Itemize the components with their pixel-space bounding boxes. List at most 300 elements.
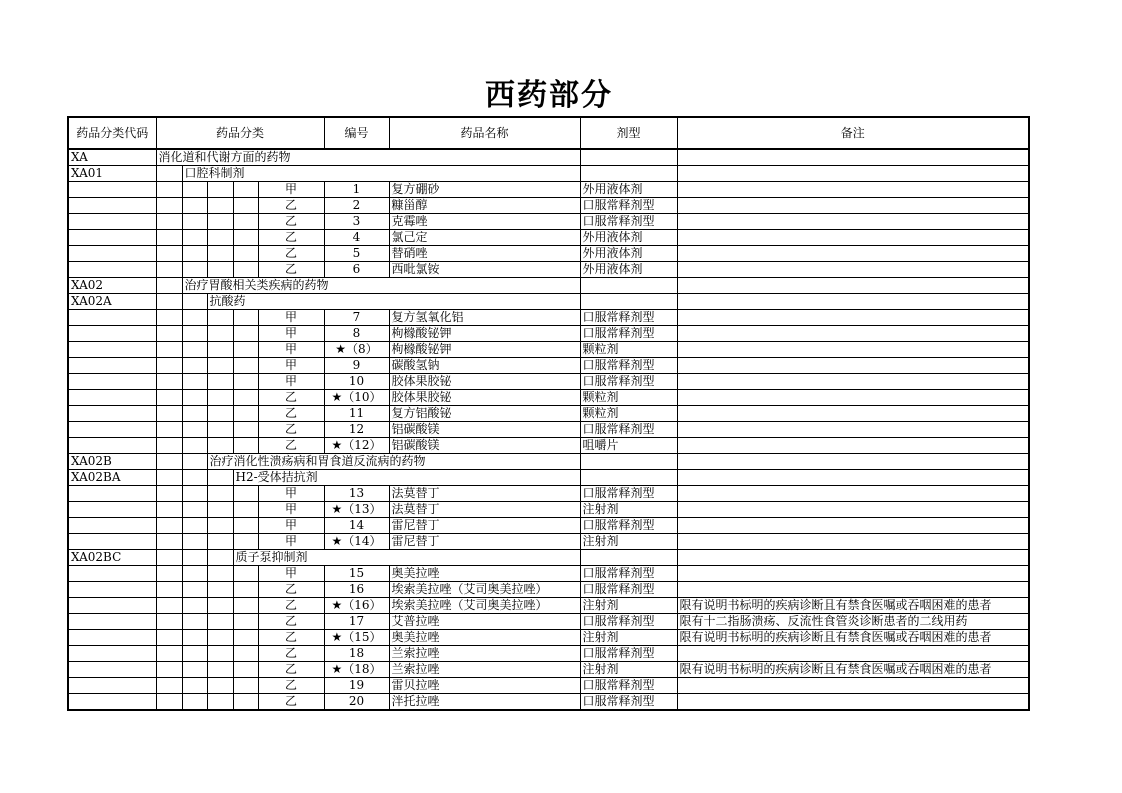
category-code <box>68 662 156 678</box>
indent-cell <box>233 518 258 534</box>
drug-note <box>677 214 1029 230</box>
drug-number: ★（10） <box>324 390 389 406</box>
indent-cell <box>207 486 233 502</box>
indent-cell <box>156 262 182 278</box>
indent-cell <box>233 438 258 454</box>
drug-form <box>580 166 677 182</box>
indent-cell <box>182 598 207 614</box>
indent-cell <box>182 582 207 598</box>
indent-cell <box>182 246 207 262</box>
drug-note <box>677 534 1029 550</box>
header-category: 药品分类 <box>156 117 324 149</box>
header-code: 药品分类代码 <box>68 117 156 149</box>
indent-cell <box>156 294 182 310</box>
indent-cell <box>182 326 207 342</box>
indent-cell <box>207 182 233 198</box>
drug-grade: 乙 <box>258 614 324 630</box>
category-label: 口腔科制剂 <box>182 166 580 182</box>
category-code <box>68 598 156 614</box>
indent-cell <box>182 662 207 678</box>
category-code <box>68 534 156 550</box>
drug-name: 枸橼酸铋钾 <box>389 326 580 342</box>
indent-cell <box>207 326 233 342</box>
drug-grade: 乙 <box>258 582 324 598</box>
drug-note <box>677 374 1029 390</box>
category-code <box>68 678 156 694</box>
indent-cell <box>156 230 182 246</box>
indent-cell <box>233 502 258 518</box>
category-row <box>68 294 1029 310</box>
drug-note <box>677 149 1029 166</box>
category-code <box>68 326 156 342</box>
category-code <box>68 198 156 214</box>
indent-cell <box>182 262 207 278</box>
drug-grade: 乙 <box>258 214 324 230</box>
indent-cell <box>207 598 233 614</box>
drug-row <box>68 262 1029 278</box>
drug-form: 外用液体剂 <box>580 246 677 262</box>
drug-form: 外用液体剂 <box>580 182 677 198</box>
drug-note <box>677 278 1029 294</box>
drug-name: 雷尼替丁 <box>389 534 580 550</box>
indent-cell <box>156 614 182 630</box>
drug-row <box>68 566 1029 582</box>
drug-number: 10 <box>324 374 389 390</box>
header-row <box>68 117 1029 149</box>
category-label: 治疗胃酸相关类疾病的药物 <box>182 278 580 294</box>
indent-cell <box>182 518 207 534</box>
drug-grade: 乙 <box>258 630 324 646</box>
indent-cell <box>182 342 207 358</box>
drug-row <box>68 310 1029 326</box>
category-label: 消化道和代谢方面的药物 <box>156 149 580 166</box>
drug-note <box>677 310 1029 326</box>
drug-name: 复方硼砂 <box>389 182 580 198</box>
drug-note <box>677 230 1029 246</box>
drug-form: 口服常释剂型 <box>580 678 677 694</box>
drug-note <box>677 342 1029 358</box>
drug-row <box>68 614 1029 630</box>
drug-name: 碳酸氢钠 <box>389 358 580 374</box>
indent-cell <box>156 534 182 550</box>
indent-cell <box>182 198 207 214</box>
indent-cell <box>207 566 233 582</box>
drug-note <box>677 422 1029 438</box>
drug-name: 兰索拉唑 <box>389 662 580 678</box>
drug-name: 奥美拉唑 <box>389 630 580 646</box>
drug-grade: 甲 <box>258 326 324 342</box>
drug-note <box>677 406 1029 422</box>
category-code <box>68 342 156 358</box>
indent-cell <box>207 662 233 678</box>
drug-number: 19 <box>324 678 389 694</box>
drug-grade: 甲 <box>258 518 324 534</box>
indent-cell <box>156 246 182 262</box>
drug-grade: 乙 <box>258 422 324 438</box>
indent-cell <box>233 310 258 326</box>
drug-note <box>677 502 1029 518</box>
drug-grade: 甲 <box>258 358 324 374</box>
drug-note <box>677 166 1029 182</box>
indent-cell <box>156 422 182 438</box>
indent-cell <box>207 694 233 711</box>
drug-note: 限有说明书标明的疾病诊断且有禁食医嘱或吞咽困难的患者 <box>677 598 1029 614</box>
drug-name: 埃索美拉唑（艾司奥美拉唑） <box>389 582 580 598</box>
drug-row <box>68 694 1029 711</box>
drug-name: 法莫替丁 <box>389 486 580 502</box>
drug-number: ★（8） <box>324 342 389 358</box>
indent-cell <box>233 406 258 422</box>
indent-cell <box>156 678 182 694</box>
drug-form <box>580 470 677 486</box>
drug-row <box>68 342 1029 358</box>
indent-cell <box>233 582 258 598</box>
indent-cell <box>156 470 182 486</box>
category-code <box>68 646 156 662</box>
indent-cell <box>233 486 258 502</box>
drug-note <box>677 246 1029 262</box>
drug-grade: 甲 <box>258 502 324 518</box>
indent-cell <box>207 406 233 422</box>
drug-note <box>677 694 1029 711</box>
indent-cell <box>156 278 182 294</box>
indent-cell <box>182 294 207 310</box>
indent-cell <box>207 342 233 358</box>
drug-number: ★（18） <box>324 662 389 678</box>
drug-form <box>580 454 677 470</box>
indent-cell <box>233 390 258 406</box>
drug-grade: 乙 <box>258 438 324 454</box>
indent-cell <box>156 390 182 406</box>
drug-name: 氯己定 <box>389 230 580 246</box>
category-row <box>68 278 1029 294</box>
indent-cell <box>233 246 258 262</box>
indent-cell <box>207 646 233 662</box>
category-code <box>68 214 156 230</box>
drug-name: 糠甾醇 <box>389 198 580 214</box>
indent-cell <box>182 230 207 246</box>
indent-cell <box>182 470 207 486</box>
category-code <box>68 406 156 422</box>
drug-grade: 乙 <box>258 662 324 678</box>
drug-number: 17 <box>324 614 389 630</box>
drug-number: ★（13） <box>324 502 389 518</box>
indent-cell <box>233 262 258 278</box>
indent-cell <box>233 182 258 198</box>
indent-cell <box>182 502 207 518</box>
indent-cell <box>207 198 233 214</box>
drug-name: 克霉唑 <box>389 214 580 230</box>
category-code: XA02BA <box>68 470 156 486</box>
drug-row <box>68 246 1029 262</box>
drug-grade: 乙 <box>258 598 324 614</box>
drug-name: 雷尼替丁 <box>389 518 580 534</box>
drug-form: 口服常释剂型 <box>580 374 677 390</box>
drug-note <box>677 518 1029 534</box>
category-code: XA02A <box>68 294 156 310</box>
drug-number: 18 <box>324 646 389 662</box>
indent-cell <box>182 630 207 646</box>
category-row <box>68 454 1029 470</box>
indent-cell <box>156 662 182 678</box>
indent-cell <box>156 198 182 214</box>
drug-name: 复方氢氧化铝 <box>389 310 580 326</box>
drug-form: 口服常释剂型 <box>580 566 677 582</box>
indent-cell <box>207 438 233 454</box>
indent-cell <box>156 182 182 198</box>
category-code <box>68 358 156 374</box>
drug-number: ★（14） <box>324 534 389 550</box>
drug-name: 泮托拉唑 <box>389 694 580 711</box>
drug-form: 注射剂 <box>580 662 677 678</box>
drug-grade: 乙 <box>258 406 324 422</box>
category-code: XA02 <box>68 278 156 294</box>
drug-number: ★（15） <box>324 630 389 646</box>
drug-note <box>677 566 1029 582</box>
drug-row <box>68 582 1029 598</box>
drug-row <box>68 374 1029 390</box>
header-note: 备注 <box>677 117 1029 149</box>
category-code: XA <box>68 149 156 166</box>
indent-cell <box>233 630 258 646</box>
indent-cell <box>156 566 182 582</box>
drug-name: 兰索拉唑 <box>389 646 580 662</box>
drug-grade: 乙 <box>258 694 324 711</box>
drug-note <box>677 262 1029 278</box>
drug-form: 口服常释剂型 <box>580 646 677 662</box>
drug-name: 胶体果胶铋 <box>389 374 580 390</box>
drug-note <box>677 326 1029 342</box>
indent-cell <box>207 214 233 230</box>
indent-cell <box>182 182 207 198</box>
drug-note <box>677 294 1029 310</box>
indent-cell <box>207 550 233 566</box>
drug-grade: 乙 <box>258 646 324 662</box>
indent-cell <box>156 502 182 518</box>
category-row <box>68 166 1029 182</box>
indent-cell <box>182 550 207 566</box>
category-code <box>68 422 156 438</box>
drug-number: 3 <box>324 214 389 230</box>
drug-name: 铝碳酸镁 <box>389 438 580 454</box>
table-body <box>68 149 1029 710</box>
category-label: 治疗消化性溃疡病和胃食道反流病的药物 <box>207 454 580 470</box>
drug-row <box>68 422 1029 438</box>
indent-cell <box>207 246 233 262</box>
category-label: 抗酸药 <box>207 294 580 310</box>
drug-name: 替硝唑 <box>389 246 580 262</box>
indent-cell <box>156 598 182 614</box>
drug-number: 14 <box>324 518 389 534</box>
drug-form <box>580 149 677 166</box>
indent-cell <box>207 422 233 438</box>
indent-cell <box>233 374 258 390</box>
category-code <box>68 182 156 198</box>
drug-form: 口服常释剂型 <box>580 358 677 374</box>
drug-note <box>677 198 1029 214</box>
drug-form: 注射剂 <box>580 630 677 646</box>
category-code <box>68 262 156 278</box>
drug-row <box>68 214 1029 230</box>
indent-cell <box>156 358 182 374</box>
drug-number: 8 <box>324 326 389 342</box>
drug-row <box>68 438 1029 454</box>
drug-row <box>68 630 1029 646</box>
indent-cell <box>182 406 207 422</box>
category-code <box>68 582 156 598</box>
drug-form: 口服常释剂型 <box>580 326 677 342</box>
drug-number: 7 <box>324 310 389 326</box>
drug-name: 胶体果胶铋 <box>389 390 580 406</box>
drug-row <box>68 598 1029 614</box>
indent-cell <box>233 214 258 230</box>
indent-cell <box>156 406 182 422</box>
drug-number: 16 <box>324 582 389 598</box>
drug-row <box>68 406 1029 422</box>
indent-cell <box>182 486 207 502</box>
drug-form: 颗粒剂 <box>580 390 677 406</box>
indent-cell <box>207 390 233 406</box>
indent-cell <box>233 342 258 358</box>
category-code <box>68 694 156 711</box>
drug-note <box>677 550 1029 566</box>
drug-name: 法莫替丁 <box>389 502 580 518</box>
indent-cell <box>156 326 182 342</box>
indent-cell <box>182 214 207 230</box>
drug-form: 口服常释剂型 <box>580 694 677 711</box>
drug-form: 口服常释剂型 <box>580 582 677 598</box>
drug-grade: 甲 <box>258 566 324 582</box>
drug-name: 枸橼酸铋钾 <box>389 342 580 358</box>
indent-cell <box>207 470 233 486</box>
drug-grade: 甲 <box>258 182 324 198</box>
drug-number: 4 <box>324 230 389 246</box>
indent-cell <box>233 326 258 342</box>
drug-form: 咀嚼片 <box>580 438 677 454</box>
drug-number: 12 <box>324 422 389 438</box>
drug-row <box>68 678 1029 694</box>
indent-cell <box>156 486 182 502</box>
category-code <box>68 310 156 326</box>
indent-cell <box>156 374 182 390</box>
indent-cell <box>233 662 258 678</box>
drug-note <box>677 390 1029 406</box>
indent-cell <box>207 614 233 630</box>
drug-note <box>677 470 1029 486</box>
category-row <box>68 470 1029 486</box>
category-code <box>68 438 156 454</box>
category-code <box>68 374 156 390</box>
indent-cell <box>182 438 207 454</box>
indent-cell <box>156 582 182 598</box>
indent-cell <box>156 630 182 646</box>
drug-grade: 甲 <box>258 534 324 550</box>
indent-cell <box>207 262 233 278</box>
drug-note: 限有说明书标明的疾病诊断且有禁食医嘱或吞咽困难的患者 <box>677 662 1029 678</box>
drug-grade: 乙 <box>258 230 324 246</box>
indent-cell <box>233 230 258 246</box>
category-code <box>68 230 156 246</box>
drug-form: 口服常释剂型 <box>580 422 677 438</box>
drug-row <box>68 390 1029 406</box>
indent-cell <box>182 646 207 662</box>
indent-cell <box>182 454 207 470</box>
indent-cell <box>182 566 207 582</box>
drug-row <box>68 198 1029 214</box>
category-code <box>68 390 156 406</box>
indent-cell <box>182 310 207 326</box>
drug-form: 口服常释剂型 <box>580 214 677 230</box>
indent-cell <box>233 358 258 374</box>
drug-grade: 甲 <box>258 486 324 502</box>
indent-cell <box>233 534 258 550</box>
drug-note <box>677 646 1029 662</box>
drug-form: 注射剂 <box>580 502 677 518</box>
drug-number: 5 <box>324 246 389 262</box>
page-title: 西药部分 <box>485 78 613 113</box>
drug-grade: 甲 <box>258 374 324 390</box>
drug-form: 颗粒剂 <box>580 406 677 422</box>
indent-cell <box>207 678 233 694</box>
indent-cell <box>207 230 233 246</box>
category-code <box>68 566 156 582</box>
drug-row <box>68 326 1029 342</box>
indent-cell <box>182 358 207 374</box>
drug-number: 6 <box>324 262 389 278</box>
drug-name: 铝碳酸镁 <box>389 422 580 438</box>
category-code <box>68 614 156 630</box>
drug-name: 西吡氯铵 <box>389 262 580 278</box>
drug-form: 外用液体剂 <box>580 262 677 278</box>
header-number: 编号 <box>324 117 389 149</box>
indent-cell <box>182 694 207 711</box>
indent-cell <box>207 534 233 550</box>
drug-row <box>68 646 1029 662</box>
drug-grade: 甲 <box>258 342 324 358</box>
drug-name: 复方铝酸铋 <box>389 406 580 422</box>
indent-cell <box>182 374 207 390</box>
drug-form: 口服常释剂型 <box>580 614 677 630</box>
indent-cell <box>182 614 207 630</box>
indent-cell <box>182 534 207 550</box>
drug-number: 9 <box>324 358 389 374</box>
drug-grade: 乙 <box>258 678 324 694</box>
drug-number: 11 <box>324 406 389 422</box>
drug-number: 13 <box>324 486 389 502</box>
drug-row <box>68 486 1029 502</box>
drug-grade: 乙 <box>258 262 324 278</box>
indent-cell <box>233 646 258 662</box>
category-row <box>68 149 1029 166</box>
drug-grade: 乙 <box>258 198 324 214</box>
drug-name: 艾普拉唑 <box>389 614 580 630</box>
indent-cell <box>156 518 182 534</box>
indent-cell <box>233 598 258 614</box>
drug-grade: 乙 <box>258 390 324 406</box>
indent-cell <box>233 566 258 582</box>
drug-name: 奥美拉唑 <box>389 566 580 582</box>
indent-cell <box>207 630 233 646</box>
drug-row <box>68 182 1029 198</box>
indent-cell <box>207 374 233 390</box>
indent-cell <box>207 310 233 326</box>
indent-cell <box>156 438 182 454</box>
drug-number: ★（12） <box>324 438 389 454</box>
drug-form: 口服常释剂型 <box>580 310 677 326</box>
drug-note: 限有说明书标明的疾病诊断且有禁食医嘱或吞咽困难的患者 <box>677 630 1029 646</box>
indent-cell <box>156 342 182 358</box>
header-form: 剂型 <box>580 117 677 149</box>
